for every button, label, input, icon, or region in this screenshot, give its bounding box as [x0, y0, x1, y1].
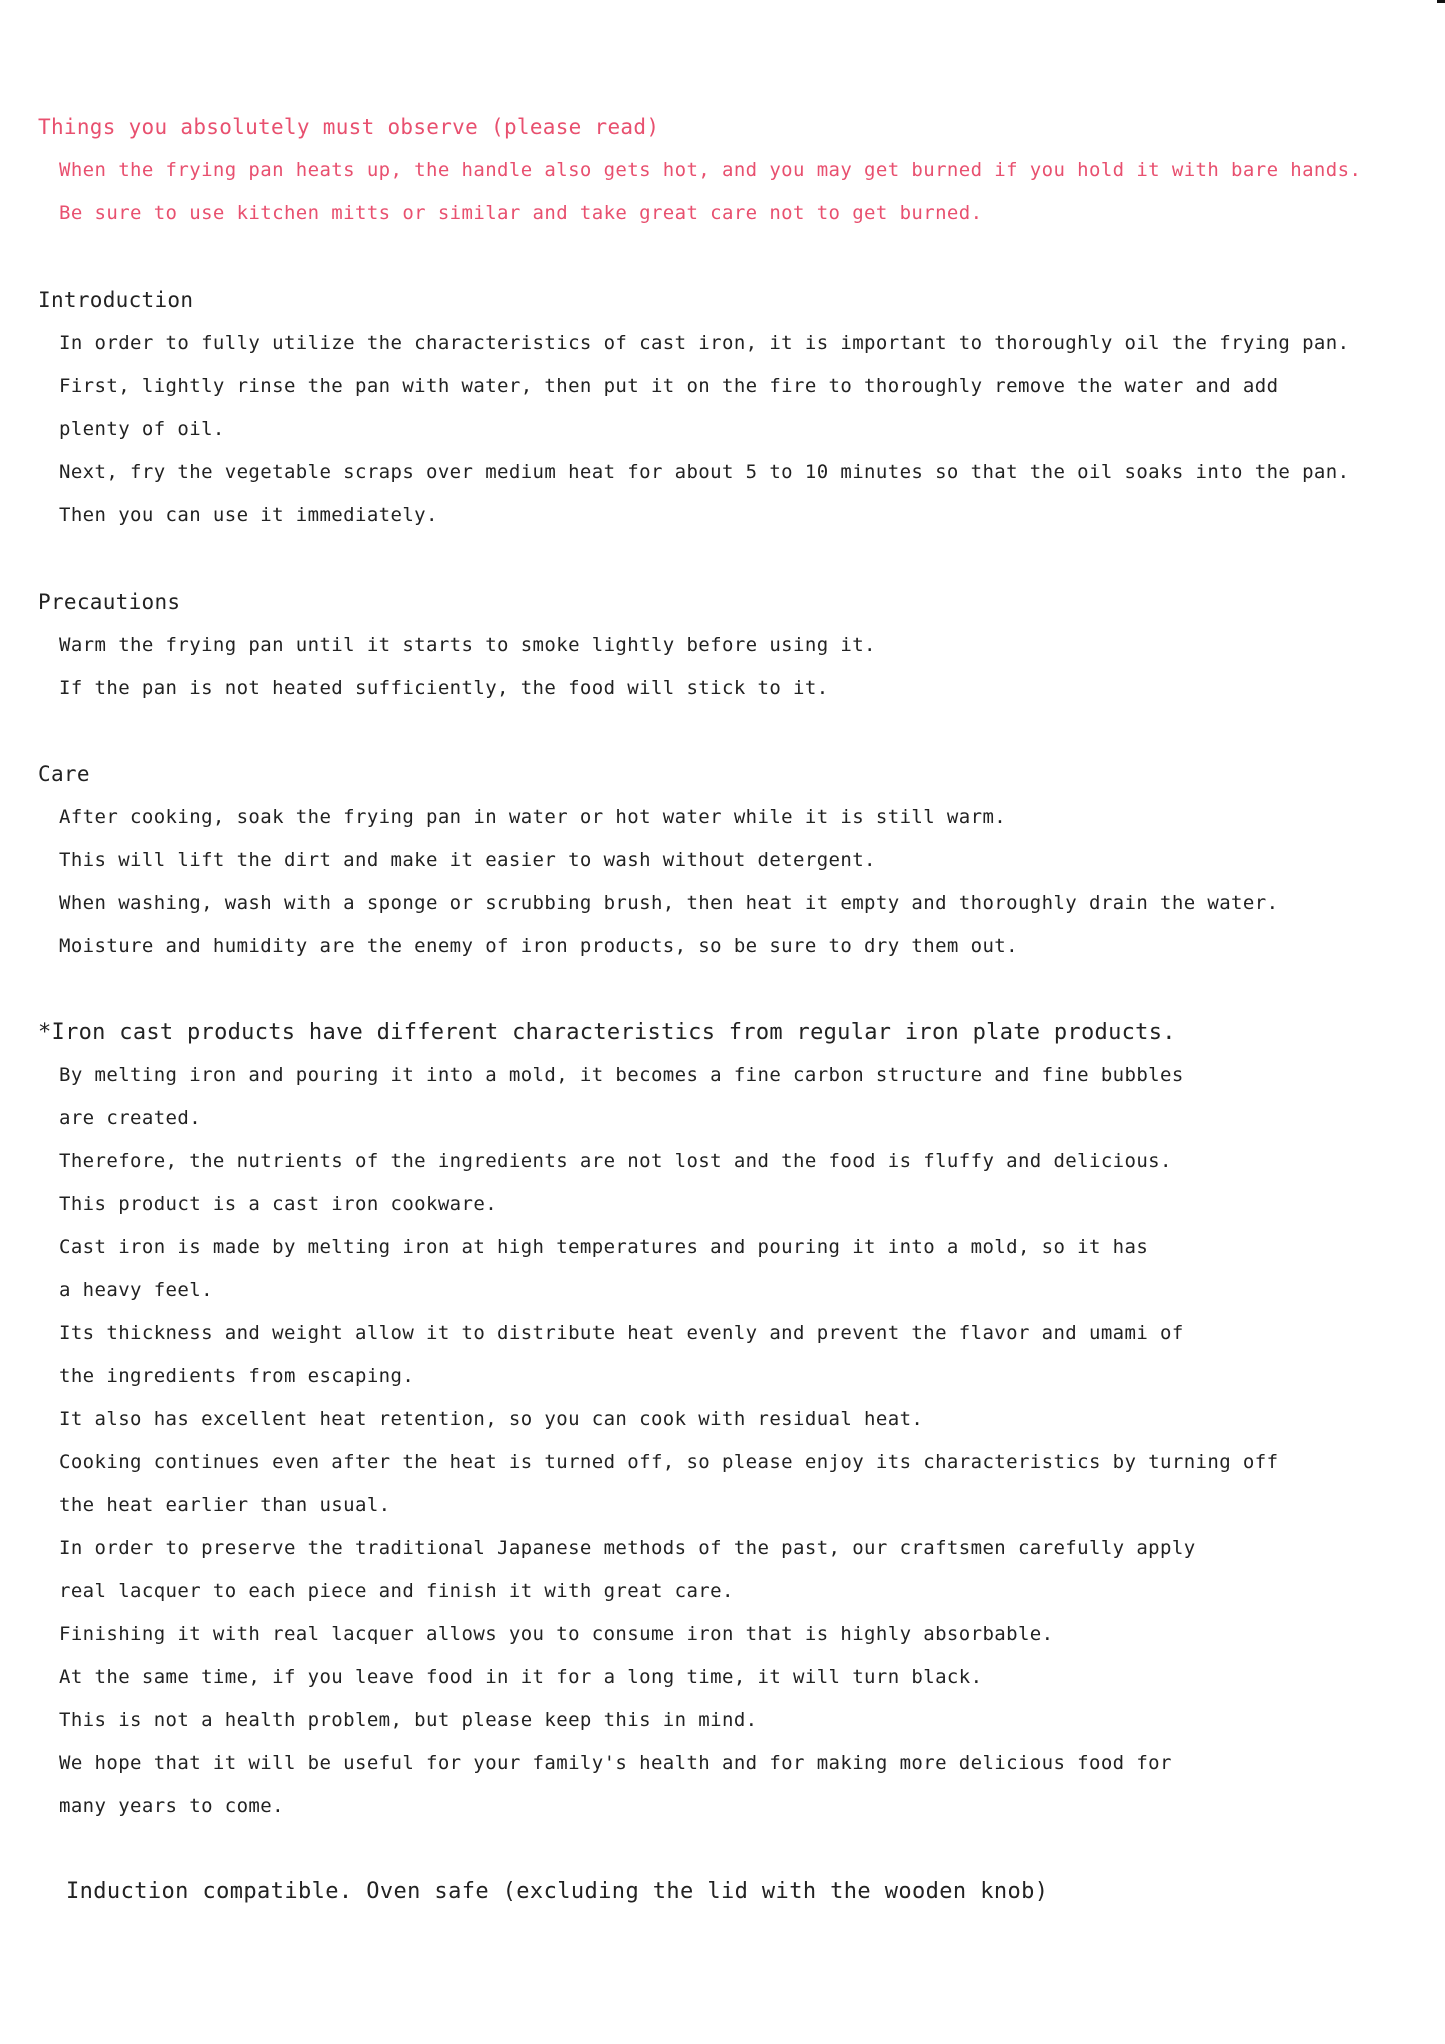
cast-iron-note-line: This is not a health problem, but please keep this in mind. — [59, 1709, 758, 1731]
introduction-line: First, lightly rinse the pan with water, then put it on the fire to thoroughly remove the water and add — [59, 375, 1279, 397]
cast-iron-note-line: We hope that it will be useful for your family's health and for making more delicious food for — [59, 1752, 1172, 1774]
introduction-line: Next, fry the vegetable scraps over medium heat for about 5 to 10 minutes so that the oil soaks into the pan. — [59, 461, 1350, 483]
care-line: Moisture and humidity are the enemy of iron products, so be sure to dry them out. — [59, 935, 1018, 957]
cast-iron-note-line: a heavy feel. — [59, 1279, 213, 1301]
introduction-section — [38, 279, 1368, 537]
care-line: After cooking, soak the frying pan in water or hot water while it is still warm. — [59, 806, 1007, 828]
cast-iron-note-line: This product is a cast iron cookware. — [59, 1193, 498, 1215]
cast-iron-note-heading: *Iron cast products have different characteristics from regular iron plate products. — [38, 1020, 1176, 1045]
cast-iron-note-line: many years to come. — [59, 1795, 284, 1817]
care-heading: Care — [38, 762, 90, 786]
cast-iron-note-line: real lacquer to each piece and finish it with great care. — [59, 1580, 734, 1602]
warning-line: Be sure to use kitchen mitts or similar and take great care not to get burned. — [59, 202, 983, 224]
cast-iron-note-line: Finishing it with real lacquer allows you to consume iron that is highly absorbable. — [59, 1623, 1054, 1645]
warning-section — [38, 106, 1368, 235]
cast-iron-note-line: the heat earlier than usual. — [59, 1494, 391, 1516]
warning-heading: Things you absolutely must observe (please read) — [38, 115, 660, 139]
cast-iron-note-line: It also has excellent heat retention, so you can cook with residual heat. — [59, 1408, 924, 1430]
cast-iron-note-line: Cast iron is made by melting iron at high temperatures and pouring it into a mold, so it has — [59, 1236, 1149, 1258]
introduction-line: plenty of oil. — [59, 418, 225, 440]
cast-iron-note-line: By melting iron and pouring it into a mold, it becomes a fine carbon structure and fine bubbles — [59, 1064, 1184, 1086]
cast-iron-note-line: In order to preserve the traditional Japanese methods of the past, our craftsmen carefully apply — [59, 1537, 1196, 1559]
care-line: When washing, wash with a sponge or scrubbing brush, then heat it empty and thoroughly drain the water. — [59, 892, 1279, 914]
warning-line: When the frying pan heats up, the handle also gets hot, and you may get burned if you hold it with bare hands. — [59, 159, 1362, 181]
scan-corner-mark — [1437, 0, 1445, 3]
precautions-section — [38, 581, 1368, 710]
precautions-line: If the pan is not heated sufficiently, the food will stick to it. — [59, 677, 829, 699]
cast-iron-note-section — [38, 1011, 1368, 1828]
care-line: This will lift the dirt and make it easier to wash without detergent. — [59, 849, 876, 871]
cast-iron-note-line: Cooking continues even after the heat is turned off, so please enjoy its characteristics by turning off — [59, 1451, 1279, 1473]
cast-iron-note-line: are created. — [59, 1107, 202, 1129]
precautions-heading: Precautions — [38, 590, 181, 614]
cast-iron-note-line: the ingredients from escaping. — [59, 1365, 415, 1387]
introduction-line: In order to fully utilize the characteristics of cast iron, it is important to thoroughly oil the frying pan. — [59, 332, 1350, 354]
footer-note: Induction compatible. Oven safe (excluding the lid with the wooden knob) — [66, 1879, 1049, 1904]
cast-iron-note-line: At the same time, if you leave food in it for a long time, it will turn black. — [59, 1666, 983, 1688]
care-section — [38, 753, 1368, 968]
introduction-line: Then you can use it immediately. — [59, 504, 438, 526]
cast-iron-note-line: Therefore, the nutrients of the ingredients are not lost and the food is fluffy and delicious. — [59, 1150, 1172, 1172]
introduction-heading: Introduction — [38, 288, 194, 312]
cast-iron-note-line: Its thickness and weight allow it to distribute heat evenly and prevent the flavor and umami of — [59, 1322, 1184, 1344]
precautions-line: Warm the frying pan until it starts to smoke lightly before using it. — [59, 634, 876, 656]
